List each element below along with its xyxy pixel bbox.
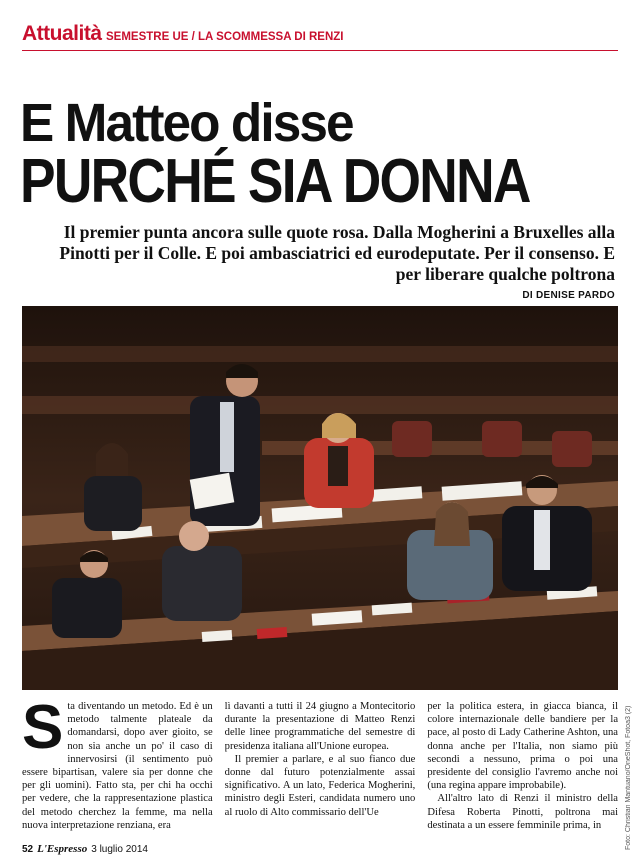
paragraph: Il premier a parlare, e al suo fianco due donne dal futuro potenzialmente assai significativo. A un lato, Federica Mogherini, ministro degli Esteri, candidata numero uno al ruolo di Alto commissario dell'Ue <box>224 753 416 818</box>
headline-line-1: E Matteo disse <box>20 93 353 153</box>
article-body <box>22 700 618 838</box>
section-sublabel: SEMESTRE UE / LA SCOMMESSA DI RENZI <box>106 31 344 43</box>
photo-credit: Foto: Christian Mantuano/OneShot, Fotoa3 (2) <box>625 705 632 850</box>
paragraph: All'altro lato di Renzi il ministro della Difesa Roberta Pinotti, poltrona mai destinata a un essere femminile prima, in <box>427 793 618 831</box>
section-label: Attualità <box>22 22 102 45</box>
paragraph: ta diventando un metodo. Ed è un metodo talmente plateale da domandarsi, dopo aver gioito, se non sia anche un po' il caso di innervosirsi (il sentimento può essere bipartisan, valere sia per donne che per gli uomini). Fatto sta, per chi ha occhi per vedere, che la rappresentazione plastica del metodo cherchez la femme, ma nella nuova interpretazione renziana, era <box>22 701 213 831</box>
page-footer <box>22 843 148 859</box>
drop-cap: S <box>22 700 64 762</box>
parliament-photo-illustration <box>22 306 618 690</box>
article-deck: Il premier punta ancora sulle quote rosa. Dalla Mogherini a Bruxelles alla Pinotti per il Colle. E poi ambasciatrici ed eurodeputate. Per il consenso. E per liberare qualche poltrona <box>59 222 615 284</box>
paragraph: per la politica estera, in giacca bianca, il colore internazionale delle bandiere per la pace, al posto di Lady Catherine Ashton, una donna anche per l'Italia, non siamo più secondi a nessuno, prima o poi una presidente del consiglio l'avremo anche noi (una regina appare improbabile). <box>427 701 618 792</box>
paragraph: lì davanti a tutti il 24 giugno a Montecitorio durante la presentazione di Matteo Renzi delle linee programmatiche del semestre di presidenza italiana all'Unione europea. <box>224 701 416 752</box>
body-column-1 <box>22 700 213 838</box>
issue-date: 3 luglio 2014 <box>91 844 148 855</box>
body-column-2 <box>225 700 416 838</box>
page-number: 52 <box>22 844 34 855</box>
section-header <box>22 20 618 51</box>
article-photo <box>22 306 618 690</box>
byline: DI DENISE PARDO <box>522 290 615 301</box>
headline-line-2: PURCHÉ SIA DONNA <box>20 147 530 216</box>
body-column-3 <box>427 700 618 838</box>
magazine-name: L'Espresso <box>37 843 88 855</box>
